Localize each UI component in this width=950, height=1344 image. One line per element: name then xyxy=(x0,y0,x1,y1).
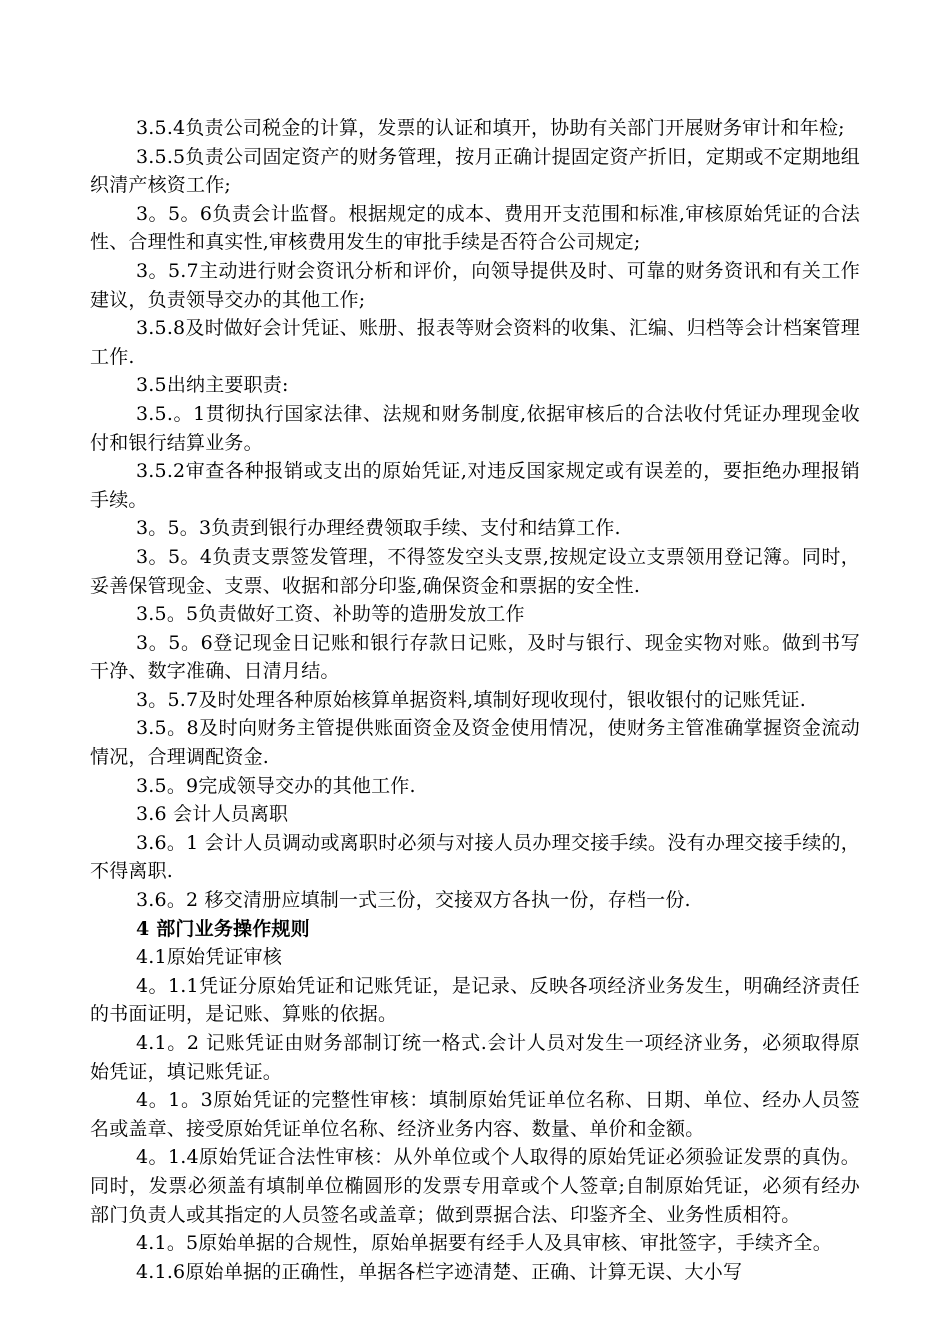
paragraph-cashier-6: 3。5。6登记现金日记账和银行存款日记账，及时与银行、现金实物对账。做到书写干净、数字准确、日清月结。 xyxy=(90,631,860,683)
paragraph-cashier-5: 3.5。5负责做好工资、补助等的造册发放工作 xyxy=(136,603,525,626)
section-heading-cashier: 3.5出纳主要职责: xyxy=(136,374,289,397)
chapter-heading-4: 4 部门业务操作规则 xyxy=(136,917,310,940)
paragraph-cashier-3: 3。5。3负责到银行办理经费领取手续、支付和结算工作. xyxy=(136,517,621,540)
document-page xyxy=(90,114,860,1286)
section-heading-resignation: 3.6 会计人员离职 xyxy=(136,803,289,826)
paragraph-3-5-5: 3.5.5负责公司固定资产的财务管理，按月正确计提固定资产折旧，定期或不定期地组织清产核资工作; xyxy=(90,145,860,197)
paragraph-3-5-6: 3。5。6负责会计监督。根据规定的成本、费用开支范围和标准,审核原始凭证的合法性、合理性和真实性,审核费用发生的审批手续是否符合公司规定; xyxy=(90,202,860,254)
paragraph-cashier-8: 3.5。8及时向财务主管提供账面资金及资金使用情况，使财务主管准确掌握资金流动情况，合理调配资金. xyxy=(90,717,860,769)
paragraph-3-5-8: 3.5.8及时做好会计凭证、账册、报表等财会资料的收集、汇编、归档等会计档案管理工作. xyxy=(90,317,860,368)
paragraph-3-5-4: 3.5.4负责公司税金的计算，发票的认证和填开，协助有关部门开展财务审计和年检; xyxy=(136,117,845,139)
paragraph-4-1-1: 4。1.1凭证分原始凭证和记账凭证，是记录、反映各项经济业务发生，明确经济责任的书面证明，是记账、算账的依据。 xyxy=(90,974,860,1026)
paragraph-cashier-7: 3。5.7及时处理各种原始核算单据资料,填制好现收现付，银收银付的记账凭证. xyxy=(136,688,806,711)
paragraph-4-1-4: 4。1.4原始凭证合法性审核：从外单位或个人取得的原始凭证必须验证发票的真伪。同时，发票必须盖有填制单位椭圆形的发票专用章或个人签章;自制原始凭证，必须有经办部门负责人或其指定的人员签名或盖章；做到票据合法、印鉴齐全、业务性质相符。 xyxy=(90,1146,860,1226)
paragraph-4-1-3: 4。1。3原始凭证的完整性审核：填制原始凭证单位名称、日期、单位、经办人员签名或盖章、接受原始凭证单位名称、经济业务内容、数量、单价和金额。 xyxy=(90,1089,860,1140)
paragraph-cashier-2: 3.5.2审查各种报销或支出的原始凭证,对违反国家规定或有误差的，要拒绝办理报销手续。 xyxy=(90,460,860,511)
paragraph-3-6-2: 3.6。2 移交清册应填制一式三份，交接双方各执一份，存档一份. xyxy=(136,889,691,912)
section-heading-4-1: 4.1原始凭证审核 xyxy=(136,946,283,969)
paragraph-cashier-4: 3。5。4负责支票签发管理，不得签发空头支票,按规定设立支票领用登记簿。同时，妥善保管现金、支票、收据和部分印鉴,确保资金和票据的安全性. xyxy=(90,545,860,597)
paragraph-4-1-6: 4.1.6原始单据的正确性，单据各栏字迹清楚、正确、计算无误、大小写 xyxy=(136,1260,743,1283)
paragraph-4-1-5: 4.1。5原始单据的合规性，原始单据要有经手人及具审核、审批签字，手续齐全。 xyxy=(136,1232,832,1255)
paragraph-cashier-9: 3.5。9完成领导交办的其他工作. xyxy=(136,774,416,797)
paragraph-3-5-7: 3。5.7主动进行财会资讯分析和评价，向领导提供及时、可靠的财务资讯和有关工作建议，负责领导交办的其他工作; xyxy=(90,259,860,311)
paragraph-3-6-1: 3.6。1 会计人员调动或离职时必须与对接人员办理交接手续。没有办理交接手续的，不得离职. xyxy=(90,831,860,883)
paragraph-cashier-1: 3.5.。1贯彻执行国家法律、法规和财务制度,依据审核后的合法收付凭证办理现金收付和银行结算业务。 xyxy=(90,402,860,454)
paragraph-4-1-2: 4.1。2 记账凭证由财务部制订统一格式.会计人员对发生一项经济业务，必须取得原始凭证，填记账凭证。 xyxy=(90,1032,860,1083)
